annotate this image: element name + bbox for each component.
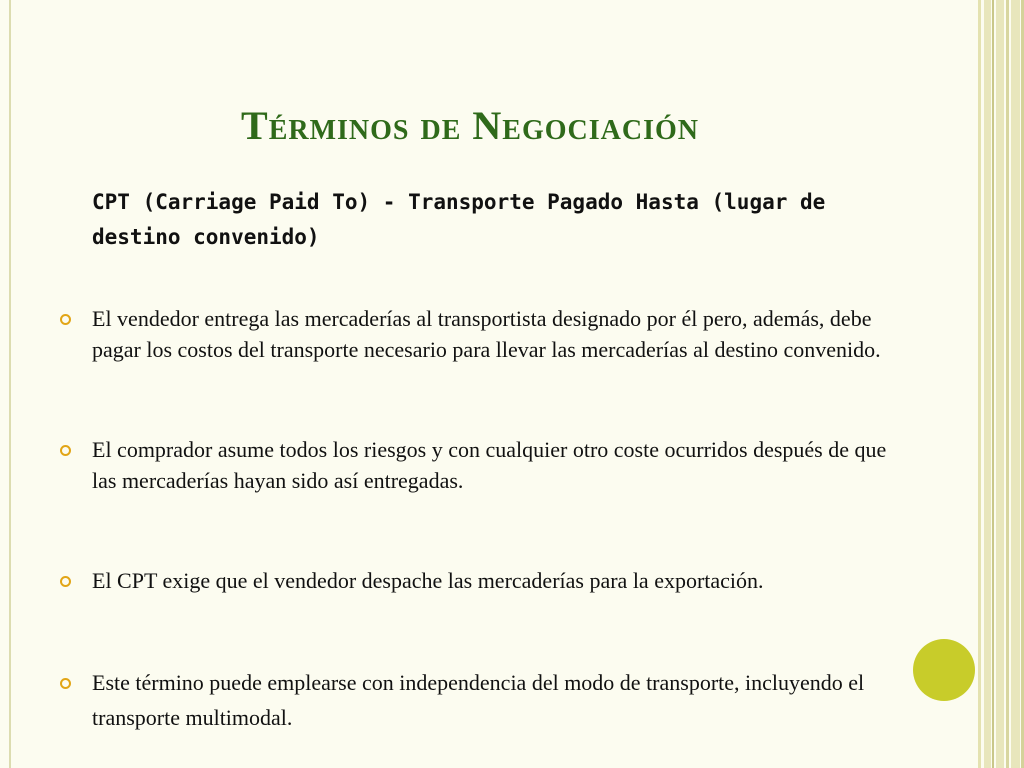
slide-subtitle: CPT (Carriage Paid To) - Transporte Pagado Hasta (lugar de destino convenido) — [92, 190, 826, 249]
stripe — [996, 0, 1004, 768]
decorative-circle — [913, 639, 975, 701]
bullet-text: Este término puede emplearse con independencia del modo de transporte, incluyendo el transporte multimodal. — [92, 670, 865, 730]
slide-title: Términos de Negociación — [241, 103, 699, 148]
bullet-text: El comprador asume todos los riesgos y con cualquier otro coste ocurridos después de que las mercaderías hayan sido así entregadas. — [92, 437, 887, 493]
bullet-circle-icon — [60, 678, 71, 689]
stripe — [992, 0, 994, 768]
bullet-text: El vendedor entrega las mercaderías al transportista designado por él pero, además, debe pagar los costos del transporte necesario para llevar las mercaderías al destino convenido. — [92, 306, 881, 362]
bullet-circle-icon — [60, 314, 71, 325]
stripe — [978, 0, 981, 768]
stripe — [1011, 0, 1020, 768]
decorative-stripes — [976, 0, 1024, 768]
bullet-text: El CPT exige que el vendedor despache las mercaderías para la exportación. — [92, 568, 764, 593]
bullet-circle-icon — [60, 576, 71, 587]
bullet-circle-icon — [60, 445, 71, 456]
stripe — [984, 0, 991, 768]
stripe — [1006, 0, 1009, 768]
